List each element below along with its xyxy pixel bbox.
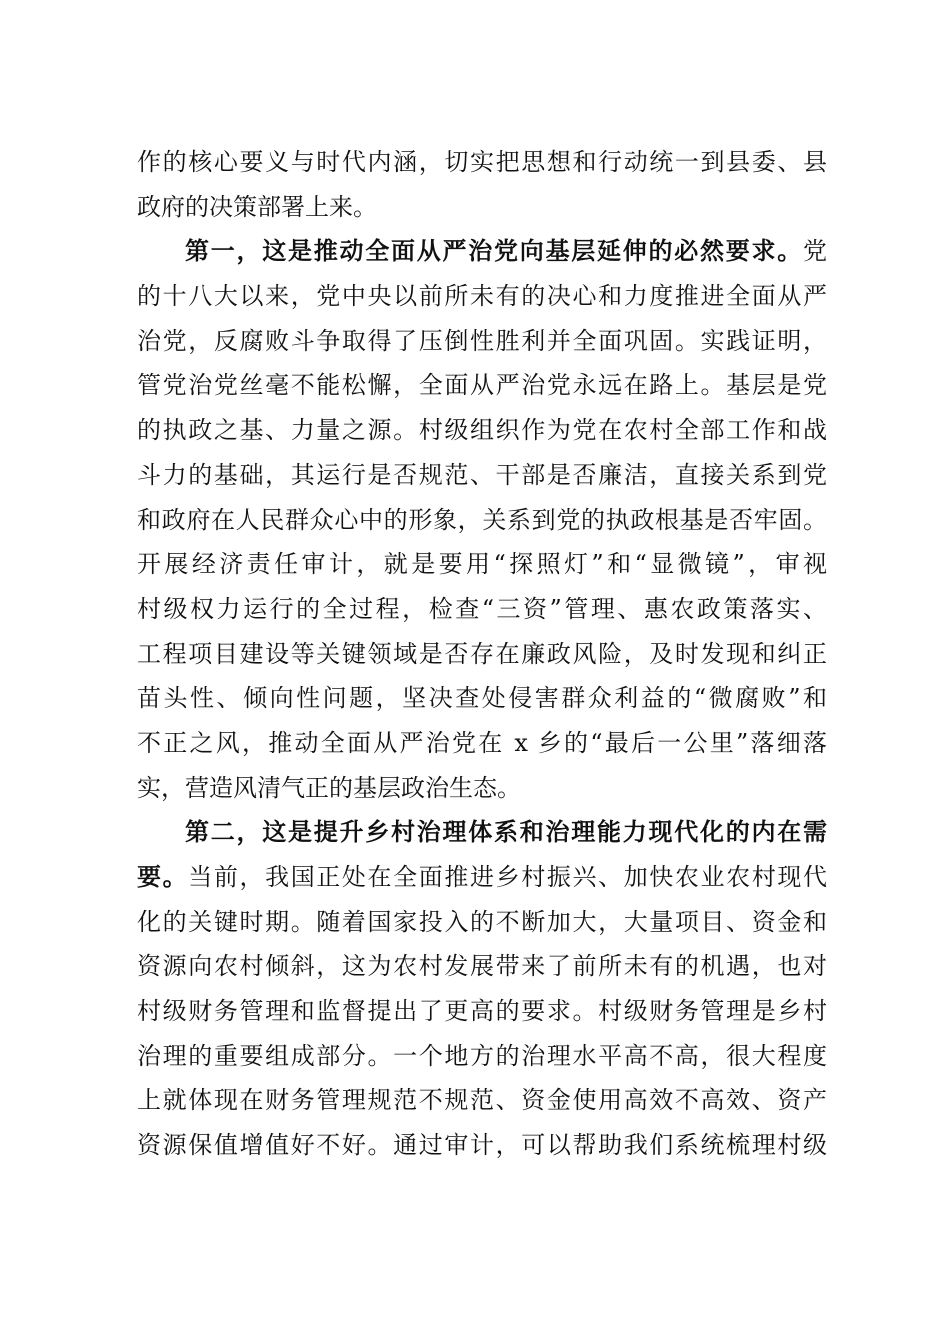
paragraph-heading-line bbox=[137, 810, 827, 855]
text-line bbox=[137, 185, 827, 230]
text-line bbox=[137, 274, 827, 319]
text-line bbox=[137, 900, 827, 945]
text-line bbox=[137, 632, 827, 677]
paragraph-heading-line bbox=[137, 229, 827, 274]
text-line bbox=[137, 676, 827, 721]
line-text: 苗头性、倾向性问题，坚决查处侵害群众利益的“微腐败”和 bbox=[137, 684, 827, 713]
line-text: 治党，反腐败斗争取得了压倒性胜利并全面巩固。实践证明， bbox=[137, 326, 827, 355]
line-text: 上就体现在财务管理规范不规范、资金使用高效不高效、资产 bbox=[137, 1086, 827, 1115]
text-line bbox=[137, 319, 827, 364]
line-text: 化的关键时期。随着国家投入的不断加大，大量项目、资金和 bbox=[137, 907, 827, 936]
document-body bbox=[137, 140, 827, 1168]
paragraph-heading-line bbox=[137, 855, 827, 900]
text-line bbox=[137, 542, 827, 587]
line-text: 资源向农村倾斜，这为农村发展带来了前所未有的机遇，也对 bbox=[137, 952, 827, 981]
line-text: 村级财务管理和监督提出了更高的要求。村级财务管理是乡村 bbox=[137, 997, 827, 1026]
text-line bbox=[137, 989, 827, 1034]
line-text: 开展经济责任审计，就是要用“探照灯”和“显微镜”，审视 bbox=[137, 550, 827, 579]
line-text: 资源保值增值好不好。通过审计，可以帮助我们系统梳理村级 bbox=[137, 1131, 827, 1160]
line-text: 党 bbox=[803, 237, 827, 266]
text-line bbox=[137, 1123, 827, 1168]
text-line bbox=[137, 587, 827, 632]
section-heading-second-end: 要。 bbox=[137, 862, 189, 891]
line-text: 斗力的基础，其运行是否规范、干部是否廉洁，直接关系到党 bbox=[137, 460, 827, 489]
line-text: 村级权力运行的全过程，检查“三资”管理、惠农政策落实、 bbox=[137, 594, 827, 623]
text-line bbox=[137, 140, 827, 185]
line-text: 作的核心要义与时代内涵，切实把思想和行动统一到县委、县 bbox=[137, 148, 827, 176]
text-line bbox=[137, 453, 827, 498]
text-line bbox=[137, 1078, 827, 1123]
section-heading-first: 第一，这是推动全面从严治党向基层延伸的必然要求。 bbox=[185, 236, 803, 266]
text-line bbox=[137, 766, 827, 811]
line-text: 的十八大以来，党中央以前所未有的决心和力度推进全面从严 bbox=[137, 282, 827, 311]
text-line bbox=[137, 944, 827, 989]
text-line bbox=[137, 408, 827, 453]
line-text: 和政府在人民群众心中的形象，关系到党的执政根基是否牢固。 bbox=[137, 505, 827, 534]
line-text: 当前，我国正处在全面推进乡村振兴、加快农业农村现代 bbox=[188, 863, 828, 891]
line-text: 实，营造风清气正的基层政治生态。 bbox=[137, 773, 521, 802]
section-heading-second: 第二，这是提升乡村治理体系和治理能力现代化的内在需 bbox=[185, 817, 827, 847]
line-text: 治理的重要组成部分。一个地方的治理水平高不高，很大程度 bbox=[137, 1041, 827, 1070]
line-text: 工程项目建设等关键领域是否存在廉政风险，及时发现和纠正 bbox=[137, 639, 827, 668]
text-line bbox=[137, 363, 827, 408]
text-line bbox=[137, 721, 827, 766]
text-line bbox=[137, 498, 827, 543]
line-text: 不正之风，推动全面从严治党在 x 乡的“最后一公里”落细落 bbox=[137, 728, 827, 757]
line-text: 管党治党丝毫不能松懈，全面从严治党永远在路上。基层是党 bbox=[137, 371, 827, 400]
line-text: 政府的决策部署上来。 bbox=[137, 192, 377, 221]
text-line bbox=[137, 1034, 827, 1079]
line-text: 的执政之基、力量之源。村级组织作为党在农村全部工作和战 bbox=[137, 416, 827, 445]
